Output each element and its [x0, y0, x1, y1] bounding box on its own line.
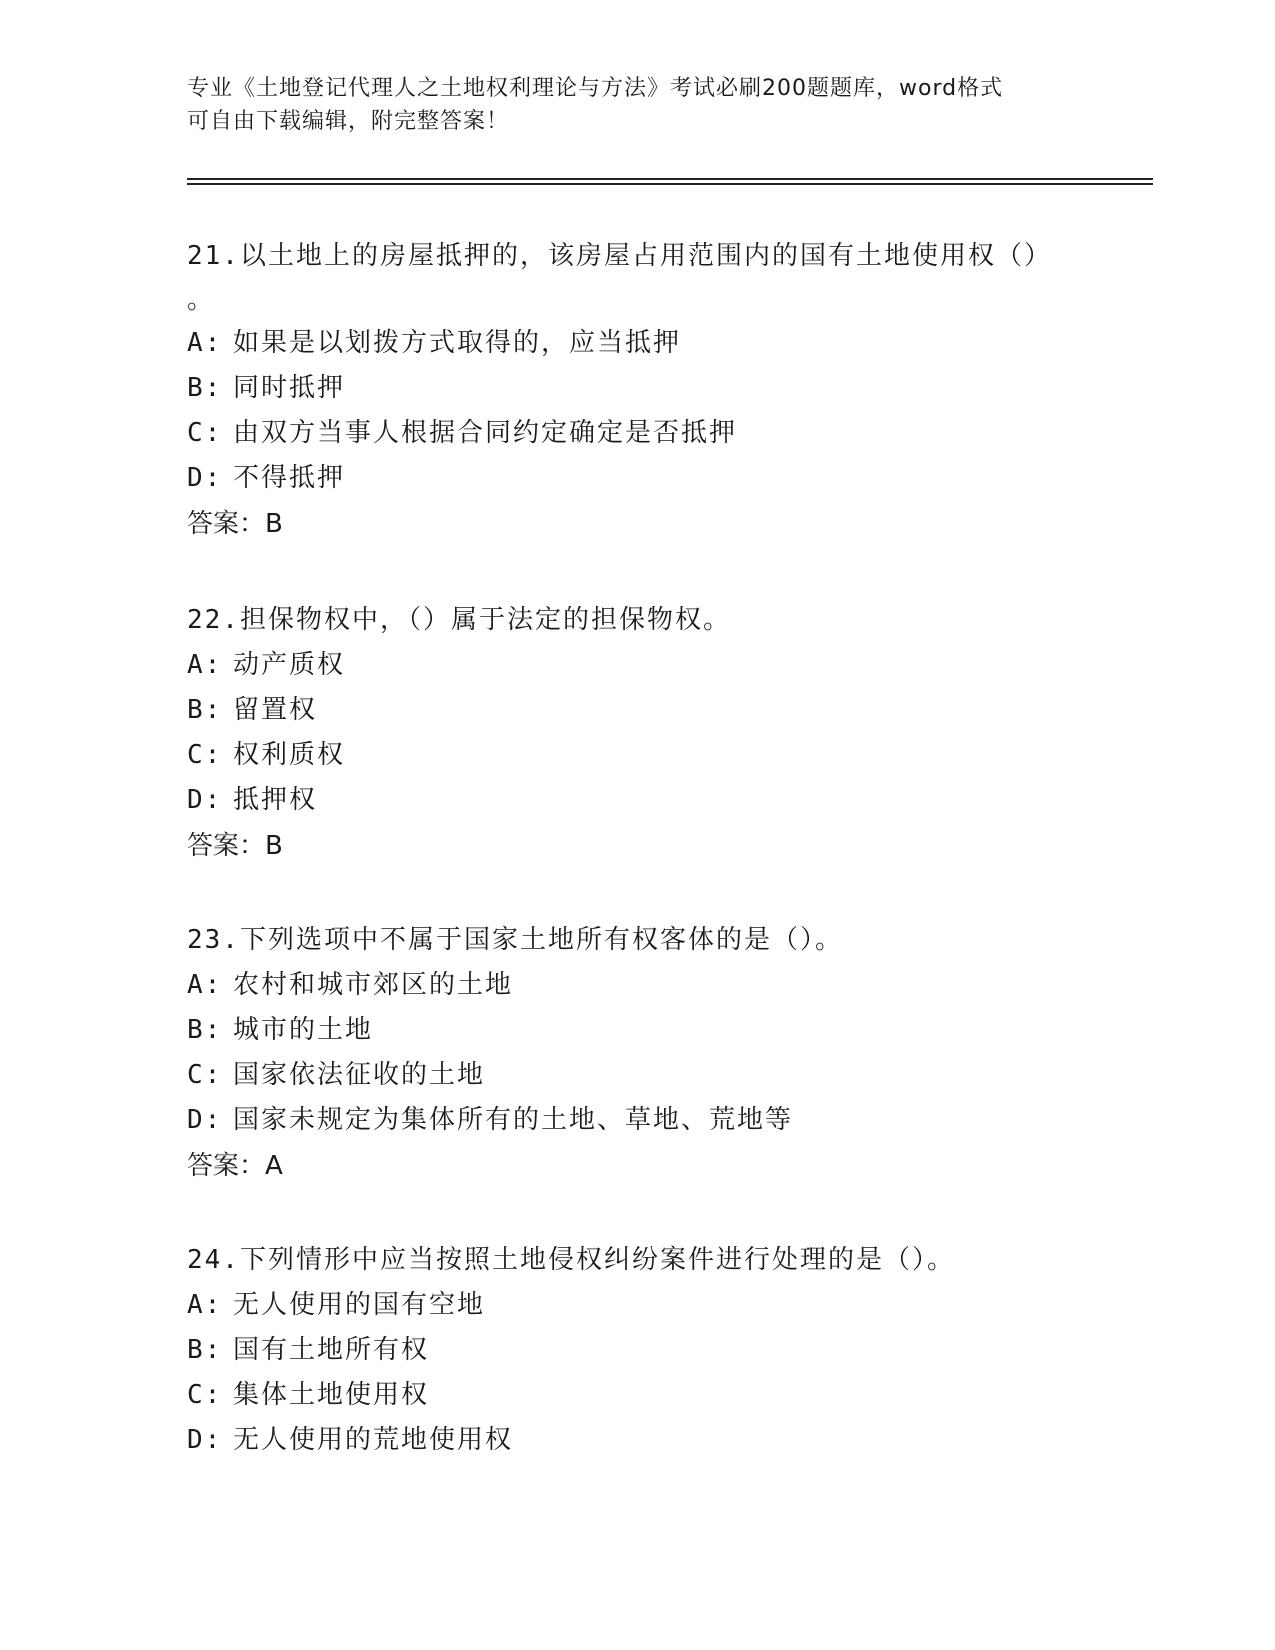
- option-c: [187, 1373, 1087, 1418]
- option-c: [187, 1053, 1087, 1098]
- option-letter: B:: [187, 1015, 223, 1045]
- header-divider-top: [187, 178, 1153, 180]
- question-stem: 22.担保物权中，（）属于法定的担保物权。: [187, 605, 731, 635]
- question-23: [187, 918, 1087, 1189]
- option-c: [187, 733, 1087, 778]
- option-letter: D:: [187, 785, 223, 815]
- option-letter: C:: [187, 740, 223, 770]
- option-text: 抵押权: [233, 785, 318, 815]
- option-d: [187, 778, 1087, 823]
- question-24: [187, 1238, 1087, 1463]
- option-d: [187, 1098, 1087, 1143]
- option-text: 留置权: [233, 695, 318, 725]
- option-d: [187, 1418, 1087, 1463]
- option-c: [187, 411, 1087, 456]
- option-b: [187, 1328, 1087, 1373]
- question-stem: 24.下列情形中应当按照土地侵权纠纷案件进行处理的是（）。: [187, 1245, 955, 1275]
- header-line-1: 专业《土地登记代理人之土地权利理论与方法》考试必刷200题题库，word格式: [187, 76, 1004, 101]
- option-letter: D:: [187, 1425, 223, 1455]
- option-letter: B:: [187, 373, 223, 403]
- question-stem-continuation: 。: [187, 285, 216, 315]
- question-22: [187, 598, 1087, 869]
- header-divider-bottom: [187, 183, 1153, 185]
- header-line-2: 可自由下载编辑，附完整答案！: [187, 109, 510, 134]
- option-text: 国有土地所有权: [233, 1335, 430, 1365]
- answer-line: 答案：B: [187, 509, 283, 539]
- option-d: [187, 456, 1087, 501]
- answer-line: 答案：B: [187, 831, 283, 861]
- option-text: 不得抵押: [233, 463, 346, 493]
- option-text: 农村和城市郊区的土地: [233, 970, 514, 1000]
- option-text: 由双方当事人根据合同约定确定是否抵押: [233, 418, 738, 448]
- option-a: [187, 643, 1087, 688]
- option-letter: A:: [187, 328, 223, 358]
- option-text: 国家未规定为集体所有的土地、草地、荒地等: [233, 1105, 794, 1135]
- option-letter: D:: [187, 463, 223, 493]
- option-letter: B:: [187, 695, 223, 725]
- option-a: [187, 321, 1087, 366]
- option-a: [187, 1283, 1087, 1328]
- option-letter: A:: [187, 1290, 223, 1320]
- option-text: 权利质权: [233, 740, 346, 770]
- option-text: 无人使用的国有空地: [233, 1290, 486, 1320]
- option-letter: D:: [187, 1105, 223, 1135]
- option-a: [187, 963, 1087, 1008]
- option-text: 同时抵押: [233, 373, 346, 403]
- option-text: 城市的土地: [233, 1015, 374, 1045]
- answer-line: 答案：A: [187, 1151, 283, 1181]
- option-letter: B:: [187, 1335, 223, 1365]
- option-text: 如果是以划拨方式取得的，应当抵押: [233, 328, 682, 358]
- option-letter: A:: [187, 650, 223, 680]
- question-stem: 21.以土地上的房屋抵押的，该房屋占用范围内的国有土地使用权（）: [187, 241, 1052, 271]
- option-text: 无人使用的荒地使用权: [233, 1425, 514, 1455]
- option-text: 动产质权: [233, 650, 346, 680]
- option-text: 国家依法征收的土地: [233, 1060, 486, 1090]
- document-header: [187, 72, 1087, 138]
- option-text: 集体土地使用权: [233, 1380, 430, 1410]
- option-letter: C:: [187, 1380, 223, 1410]
- option-b: [187, 688, 1087, 733]
- option-letter: C:: [187, 1060, 223, 1090]
- option-b: [187, 1008, 1087, 1053]
- option-letter: A:: [187, 970, 223, 1000]
- question-21: [187, 234, 1087, 547]
- option-letter: C:: [187, 418, 223, 448]
- option-b: [187, 366, 1087, 411]
- question-stem: 23.下列选项中不属于国家土地所有权客体的是（）。: [187, 925, 843, 955]
